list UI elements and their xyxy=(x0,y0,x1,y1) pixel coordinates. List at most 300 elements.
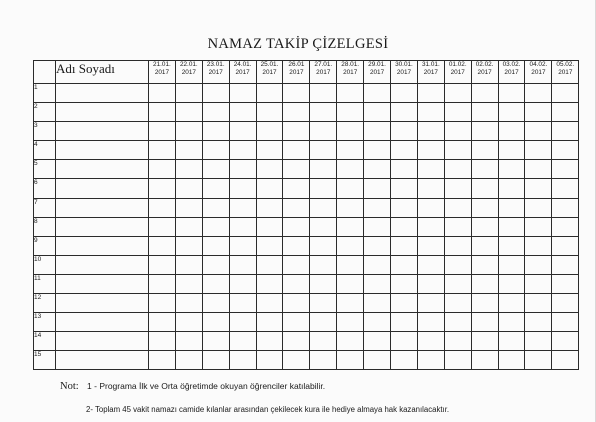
year-label: 2017 xyxy=(531,69,546,76)
attendance-cell[interactable] xyxy=(471,179,498,198)
attendance-cell[interactable] xyxy=(444,313,471,332)
attendance-cell[interactable] xyxy=(283,122,310,141)
date-column-header xyxy=(229,61,256,84)
attendance-cell[interactable] xyxy=(391,103,418,122)
attendance-cell[interactable] xyxy=(552,198,579,217)
date-label: 30.01. xyxy=(395,61,413,68)
attendance-cell[interactable] xyxy=(471,160,498,179)
date-column-header xyxy=(552,61,579,84)
attendance-cell[interactable] xyxy=(202,160,229,179)
attendance-cell[interactable] xyxy=(256,217,283,236)
name-cell[interactable] xyxy=(56,274,149,293)
attendance-cell[interactable] xyxy=(364,217,391,236)
attendance-cell[interactable] xyxy=(471,255,498,274)
attendance-cell[interactable] xyxy=(391,255,418,274)
attendance-cell[interactable] xyxy=(310,84,337,103)
attendance-cell[interactable] xyxy=(364,179,391,198)
attendance-cell[interactable] xyxy=(498,274,525,293)
attendance-cell[interactable] xyxy=(337,294,364,313)
attendance-cell[interactable] xyxy=(444,294,471,313)
attendance-cell[interactable] xyxy=(256,351,283,370)
attendance-cell[interactable] xyxy=(391,217,418,236)
row-number: 14 xyxy=(34,332,56,351)
date-label: 31.01. xyxy=(421,61,440,68)
attendance-cell[interactable] xyxy=(444,179,471,198)
attendance-cell[interactable] xyxy=(283,179,310,198)
attendance-cell[interactable] xyxy=(417,122,444,141)
attendance-cell[interactable] xyxy=(525,141,552,160)
attendance-cell[interactable] xyxy=(229,141,256,160)
attendance-cell[interactable] xyxy=(364,160,391,179)
attendance-cell[interactable] xyxy=(498,294,525,313)
name-cell[interactable] xyxy=(56,179,149,198)
attendance-cell[interactable] xyxy=(175,217,202,236)
attendance-cell[interactable] xyxy=(364,274,391,293)
attendance-cell[interactable] xyxy=(175,160,202,179)
name-cell[interactable] xyxy=(56,351,149,370)
row-number: 4 xyxy=(34,141,56,160)
attendance-cell[interactable] xyxy=(471,236,498,255)
attendance-cell[interactable] xyxy=(283,103,310,122)
attendance-cell[interactable] xyxy=(149,332,176,351)
attendance-cell[interactable] xyxy=(175,255,202,274)
attendance-cell[interactable] xyxy=(337,236,364,255)
attendance-cell[interactable] xyxy=(256,332,283,351)
attendance-cell[interactable] xyxy=(525,274,552,293)
attendance-cell[interactable] xyxy=(525,332,552,351)
table-row xyxy=(34,122,579,141)
attendance-cell[interactable] xyxy=(283,255,310,274)
attendance-cell[interactable] xyxy=(417,179,444,198)
name-cell[interactable] xyxy=(56,236,149,255)
attendance-cell[interactable] xyxy=(498,217,525,236)
row-number: 15 xyxy=(34,351,56,370)
attendance-cell[interactable] xyxy=(283,160,310,179)
note-2-text: 2- Toplam 45 vakit namazı camide kılanlar arasından çekilecek kura ile hediye almaya hak kazanılacaktır. xyxy=(86,405,450,414)
attendance-cell[interactable] xyxy=(444,103,471,122)
name-cell[interactable] xyxy=(56,313,149,332)
attendance-cell[interactable] xyxy=(175,84,202,103)
attendance-cell[interactable] xyxy=(202,274,229,293)
attendance-cell[interactable] xyxy=(337,141,364,160)
attendance-cell[interactable] xyxy=(498,84,525,103)
attendance-cell[interactable] xyxy=(498,141,525,160)
attendance-cell[interactable] xyxy=(149,274,176,293)
attendance-cell[interactable] xyxy=(202,179,229,198)
attendance-cell[interactable] xyxy=(525,122,552,141)
attendance-cell[interactable] xyxy=(337,313,364,332)
attendance-cell[interactable] xyxy=(202,332,229,351)
attendance-cell[interactable] xyxy=(229,103,256,122)
attendance-cell[interactable] xyxy=(149,103,176,122)
attendance-cell[interactable] xyxy=(229,313,256,332)
attendance-cell[interactable] xyxy=(202,141,229,160)
attendance-cell[interactable] xyxy=(444,236,471,255)
attendance-cell[interactable] xyxy=(525,160,552,179)
attendance-cell[interactable] xyxy=(202,103,229,122)
attendance-cell[interactable] xyxy=(283,217,310,236)
attendance-cell[interactable] xyxy=(525,198,552,217)
attendance-cell[interactable] xyxy=(310,160,337,179)
attendance-cell[interactable] xyxy=(444,217,471,236)
attendance-cell[interactable] xyxy=(149,255,176,274)
attendance-cell[interactable] xyxy=(498,122,525,141)
attendance-cell[interactable] xyxy=(337,122,364,141)
attendance-cell[interactable] xyxy=(149,198,176,217)
attendance-cell[interactable] xyxy=(310,141,337,160)
attendance-cell[interactable] xyxy=(149,294,176,313)
table-row xyxy=(34,313,579,332)
attendance-cell[interactable] xyxy=(283,141,310,160)
year-label: 2017 xyxy=(316,69,331,76)
attendance-cell[interactable] xyxy=(444,274,471,293)
attendance-cell[interactable] xyxy=(310,198,337,217)
attendance-cell[interactable] xyxy=(391,294,418,313)
attendance-cell[interactable] xyxy=(202,294,229,313)
attendance-cell[interactable] xyxy=(149,122,176,141)
attendance-cell[interactable] xyxy=(202,217,229,236)
attendance-cell[interactable] xyxy=(256,122,283,141)
attendance-cell[interactable] xyxy=(417,274,444,293)
attendance-cell[interactable] xyxy=(444,160,471,179)
attendance-cell[interactable] xyxy=(256,160,283,179)
attendance-cell[interactable] xyxy=(283,332,310,351)
attendance-cell[interactable] xyxy=(175,179,202,198)
attendance-cell[interactable] xyxy=(552,84,579,103)
row-number: 7 xyxy=(34,198,56,217)
date-label: 23.01. xyxy=(206,61,225,68)
attendance-cell[interactable] xyxy=(471,84,498,103)
attendance-cell[interactable] xyxy=(391,313,418,332)
attendance-cell[interactable] xyxy=(364,351,391,370)
attendance-cell[interactable] xyxy=(175,198,202,217)
attendance-cell[interactable] xyxy=(552,179,579,198)
table-row xyxy=(34,217,579,236)
name-cell[interactable] xyxy=(56,198,149,217)
attendance-cell[interactable] xyxy=(471,122,498,141)
attendance-cell[interactable] xyxy=(283,313,310,332)
attendance-cell[interactable] xyxy=(337,179,364,198)
attendance-cell[interactable] xyxy=(552,294,579,313)
attendance-cell[interactable] xyxy=(283,274,310,293)
attendance-cell[interactable] xyxy=(175,103,202,122)
table-row xyxy=(34,274,579,293)
attendance-cell[interactable] xyxy=(149,179,176,198)
attendance-cell[interactable] xyxy=(444,141,471,160)
attendance-cell[interactable] xyxy=(552,351,579,370)
attendance-cell[interactable] xyxy=(149,217,176,236)
attendance-cell[interactable] xyxy=(229,255,256,274)
attendance-cell[interactable] xyxy=(391,274,418,293)
attendance-cell[interactable] xyxy=(498,179,525,198)
attendance-cell[interactable] xyxy=(444,84,471,103)
date-column-header xyxy=(283,61,310,84)
attendance-cell[interactable] xyxy=(391,84,418,103)
attendance-cell[interactable] xyxy=(149,141,176,160)
attendance-cell[interactable] xyxy=(337,160,364,179)
attendance-cell[interactable] xyxy=(391,236,418,255)
date-label: 01.02. xyxy=(448,61,467,68)
attendance-cell[interactable] xyxy=(256,313,283,332)
attendance-cell[interactable] xyxy=(229,274,256,293)
attendance-cell[interactable] xyxy=(256,84,283,103)
attendance-cell[interactable] xyxy=(229,179,256,198)
attendance-cell[interactable] xyxy=(498,313,525,332)
table-row xyxy=(34,255,579,274)
attendance-cell[interactable] xyxy=(283,351,310,370)
attendance-cell[interactable] xyxy=(337,332,364,351)
attendance-cell[interactable] xyxy=(310,274,337,293)
attendance-cell[interactable] xyxy=(229,217,256,236)
attendance-cell[interactable] xyxy=(337,351,364,370)
attendance-cell[interactable] xyxy=(175,141,202,160)
date-label: 21.01. xyxy=(153,61,171,68)
attendance-cell[interactable] xyxy=(283,294,310,313)
attendance-cell[interactable] xyxy=(391,179,418,198)
attendance-cell[interactable] xyxy=(391,198,418,217)
attendance-cell[interactable] xyxy=(498,351,525,370)
attendance-cell[interactable] xyxy=(229,294,256,313)
attendance-cell[interactable] xyxy=(149,236,176,255)
attendance-cell[interactable] xyxy=(498,103,525,122)
note-1 xyxy=(60,381,325,392)
name-cell[interactable] xyxy=(56,84,149,103)
attendance-cell[interactable] xyxy=(552,103,579,122)
row-number: 11 xyxy=(34,274,56,293)
attendance-cell[interactable] xyxy=(310,294,337,313)
attendance-cell[interactable] xyxy=(444,351,471,370)
attendance-cell[interactable] xyxy=(525,217,552,236)
attendance-cell[interactable] xyxy=(417,217,444,236)
attendance-cell[interactable] xyxy=(256,141,283,160)
attendance-cell[interactable] xyxy=(229,84,256,103)
attendance-cell[interactable] xyxy=(525,84,552,103)
attendance-cell[interactable] xyxy=(310,313,337,332)
attendance-cell[interactable] xyxy=(417,103,444,122)
attendance-cell[interactable] xyxy=(444,122,471,141)
attendance-cell[interactable] xyxy=(471,274,498,293)
attendance-cell[interactable] xyxy=(552,217,579,236)
attendance-cell[interactable] xyxy=(364,84,391,103)
year-label: 2017 xyxy=(450,69,465,76)
attendance-cell[interactable] xyxy=(498,332,525,351)
attendance-cell[interactable] xyxy=(256,274,283,293)
attendance-cell[interactable] xyxy=(202,236,229,255)
attendance-cell[interactable] xyxy=(471,351,498,370)
attendance-cell[interactable] xyxy=(525,351,552,370)
attendance-cell[interactable] xyxy=(498,160,525,179)
row-number: 13 xyxy=(34,313,56,332)
attendance-cell[interactable] xyxy=(471,313,498,332)
attendance-cell[interactable] xyxy=(364,198,391,217)
attendance-cell[interactable] xyxy=(552,122,579,141)
date-label: 27.01. xyxy=(314,61,333,68)
attendance-cell[interactable] xyxy=(364,103,391,122)
table-row xyxy=(34,294,579,313)
attendance-cell[interactable] xyxy=(364,294,391,313)
attendance-cell[interactable] xyxy=(202,198,229,217)
attendance-cell[interactable] xyxy=(202,84,229,103)
attendance-cell[interactable] xyxy=(417,313,444,332)
attendance-cell[interactable] xyxy=(283,236,310,255)
table-row xyxy=(34,103,579,122)
attendance-cell[interactable] xyxy=(471,332,498,351)
attendance-cell[interactable] xyxy=(229,236,256,255)
attendance-cell[interactable] xyxy=(444,332,471,351)
attendance-cell[interactable] xyxy=(149,160,176,179)
attendance-cell[interactable] xyxy=(175,236,202,255)
date-label: 29.01. xyxy=(368,61,386,68)
table-row xyxy=(34,236,579,255)
attendance-cell[interactable] xyxy=(525,179,552,198)
attendance-cell[interactable] xyxy=(337,84,364,103)
attendance-cell[interactable] xyxy=(202,313,229,332)
attendance-cell[interactable] xyxy=(525,103,552,122)
row-number: 1 xyxy=(34,84,56,103)
attendance-cell[interactable] xyxy=(444,198,471,217)
attendance-cell[interactable] xyxy=(417,141,444,160)
attendance-cell[interactable] xyxy=(552,141,579,160)
row-number: 8 xyxy=(34,217,56,236)
year-label: 2017 xyxy=(369,69,385,76)
attendance-cell[interactable] xyxy=(283,84,310,103)
attendance-cell[interactable] xyxy=(417,160,444,179)
date-column-header xyxy=(364,61,391,84)
attendance-cell[interactable] xyxy=(391,351,418,370)
attendance-cell[interactable] xyxy=(256,236,283,255)
attendance-cell[interactable] xyxy=(256,198,283,217)
attendance-cell[interactable] xyxy=(552,313,579,332)
attendance-cell[interactable] xyxy=(310,122,337,141)
attendance-cell[interactable] xyxy=(229,198,256,217)
attendance-cell[interactable] xyxy=(391,160,418,179)
name-cell[interactable] xyxy=(56,103,149,122)
attendance-cell[interactable] xyxy=(498,198,525,217)
attendance-cell[interactable] xyxy=(525,236,552,255)
date-label: 28.01. xyxy=(341,61,360,68)
attendance-cell[interactable] xyxy=(364,255,391,274)
attendance-cell[interactable] xyxy=(471,141,498,160)
page-title: NAMAZ TAKİP ÇİZELGESİ xyxy=(207,36,389,52)
attendance-cell[interactable] xyxy=(525,294,552,313)
attendance-cell[interactable] xyxy=(471,217,498,236)
attendance-cell[interactable] xyxy=(417,332,444,351)
attendance-cell[interactable] xyxy=(471,198,498,217)
name-cell[interactable] xyxy=(56,160,149,179)
attendance-cell[interactable] xyxy=(256,179,283,198)
date-label: 25.01. xyxy=(260,61,279,68)
attendance-cell[interactable] xyxy=(149,84,176,103)
attendance-cell[interactable] xyxy=(310,217,337,236)
attendance-cell[interactable] xyxy=(417,351,444,370)
attendance-cell[interactable] xyxy=(310,351,337,370)
year-label: 2017 xyxy=(504,69,519,76)
attendance-cell[interactable] xyxy=(364,313,391,332)
attendance-cell[interactable] xyxy=(552,332,579,351)
prayer-tracking-table xyxy=(33,60,579,370)
table-header-row xyxy=(34,61,579,84)
attendance-cell[interactable] xyxy=(202,351,229,370)
attendance-cell[interactable] xyxy=(229,351,256,370)
attendance-cell[interactable] xyxy=(391,141,418,160)
attendance-cell[interactable] xyxy=(310,236,337,255)
table-row xyxy=(34,84,579,103)
attendance-cell[interactable] xyxy=(175,294,202,313)
attendance-cell[interactable] xyxy=(444,255,471,274)
attendance-cell[interactable] xyxy=(552,160,579,179)
attendance-cell[interactable] xyxy=(552,255,579,274)
attendance-cell[interactable] xyxy=(552,236,579,255)
attendance-cell[interactable] xyxy=(337,217,364,236)
table-row xyxy=(34,198,579,217)
attendance-cell[interactable] xyxy=(149,351,176,370)
attendance-cell[interactable] xyxy=(417,198,444,217)
attendance-cell[interactable] xyxy=(364,332,391,351)
attendance-cell[interactable] xyxy=(552,274,579,293)
attendance-cell[interactable] xyxy=(471,103,498,122)
attendance-cell[interactable] xyxy=(175,351,202,370)
attendance-cell[interactable] xyxy=(310,255,337,274)
attendance-cell[interactable] xyxy=(310,332,337,351)
attendance-cell[interactable] xyxy=(471,294,498,313)
attendance-cell[interactable] xyxy=(498,236,525,255)
name-cell[interactable] xyxy=(56,255,149,274)
attendance-cell[interactable] xyxy=(202,122,229,141)
attendance-cell[interactable] xyxy=(202,255,229,274)
attendance-cell[interactable] xyxy=(364,122,391,141)
attendance-cell[interactable] xyxy=(337,274,364,293)
name-cell[interactable] xyxy=(56,217,149,236)
date-column-header xyxy=(256,61,283,84)
attendance-cell[interactable] xyxy=(417,255,444,274)
attendance-cell[interactable] xyxy=(525,255,552,274)
attendance-cell[interactable] xyxy=(310,103,337,122)
attendance-cell[interactable] xyxy=(175,332,202,351)
attendance-cell[interactable] xyxy=(310,179,337,198)
attendance-cell[interactable] xyxy=(229,160,256,179)
attendance-cell[interactable] xyxy=(229,332,256,351)
attendance-cell[interactable] xyxy=(175,274,202,293)
attendance-cell[interactable] xyxy=(149,313,176,332)
attendance-cell[interactable] xyxy=(256,103,283,122)
attendance-cell[interactable] xyxy=(283,198,310,217)
attendance-cell[interactable] xyxy=(364,141,391,160)
date-label: 22.01. xyxy=(179,61,198,68)
attendance-cell[interactable] xyxy=(364,236,391,255)
name-cell[interactable] xyxy=(56,141,149,160)
attendance-cell[interactable] xyxy=(391,332,418,351)
attendance-cell[interactable] xyxy=(417,294,444,313)
attendance-cell[interactable] xyxy=(175,122,202,141)
attendance-cell[interactable] xyxy=(417,84,444,103)
attendance-cell[interactable] xyxy=(337,103,364,122)
attendance-cell[interactable] xyxy=(175,313,202,332)
name-cell[interactable] xyxy=(56,294,149,313)
attendance-cell[interactable] xyxy=(391,122,418,141)
name-cell[interactable] xyxy=(56,332,149,351)
attendance-cell[interactable] xyxy=(256,255,283,274)
attendance-cell[interactable] xyxy=(337,255,364,274)
attendance-cell[interactable] xyxy=(498,255,525,274)
attendance-cell[interactable] xyxy=(229,122,256,141)
name-cell[interactable] xyxy=(56,122,149,141)
attendance-cell[interactable] xyxy=(256,294,283,313)
year-label: 2017 xyxy=(396,69,412,76)
date-column-header xyxy=(310,61,337,84)
attendance-cell[interactable] xyxy=(525,313,552,332)
attendance-cell[interactable] xyxy=(417,236,444,255)
attendance-cell[interactable] xyxy=(337,198,364,217)
